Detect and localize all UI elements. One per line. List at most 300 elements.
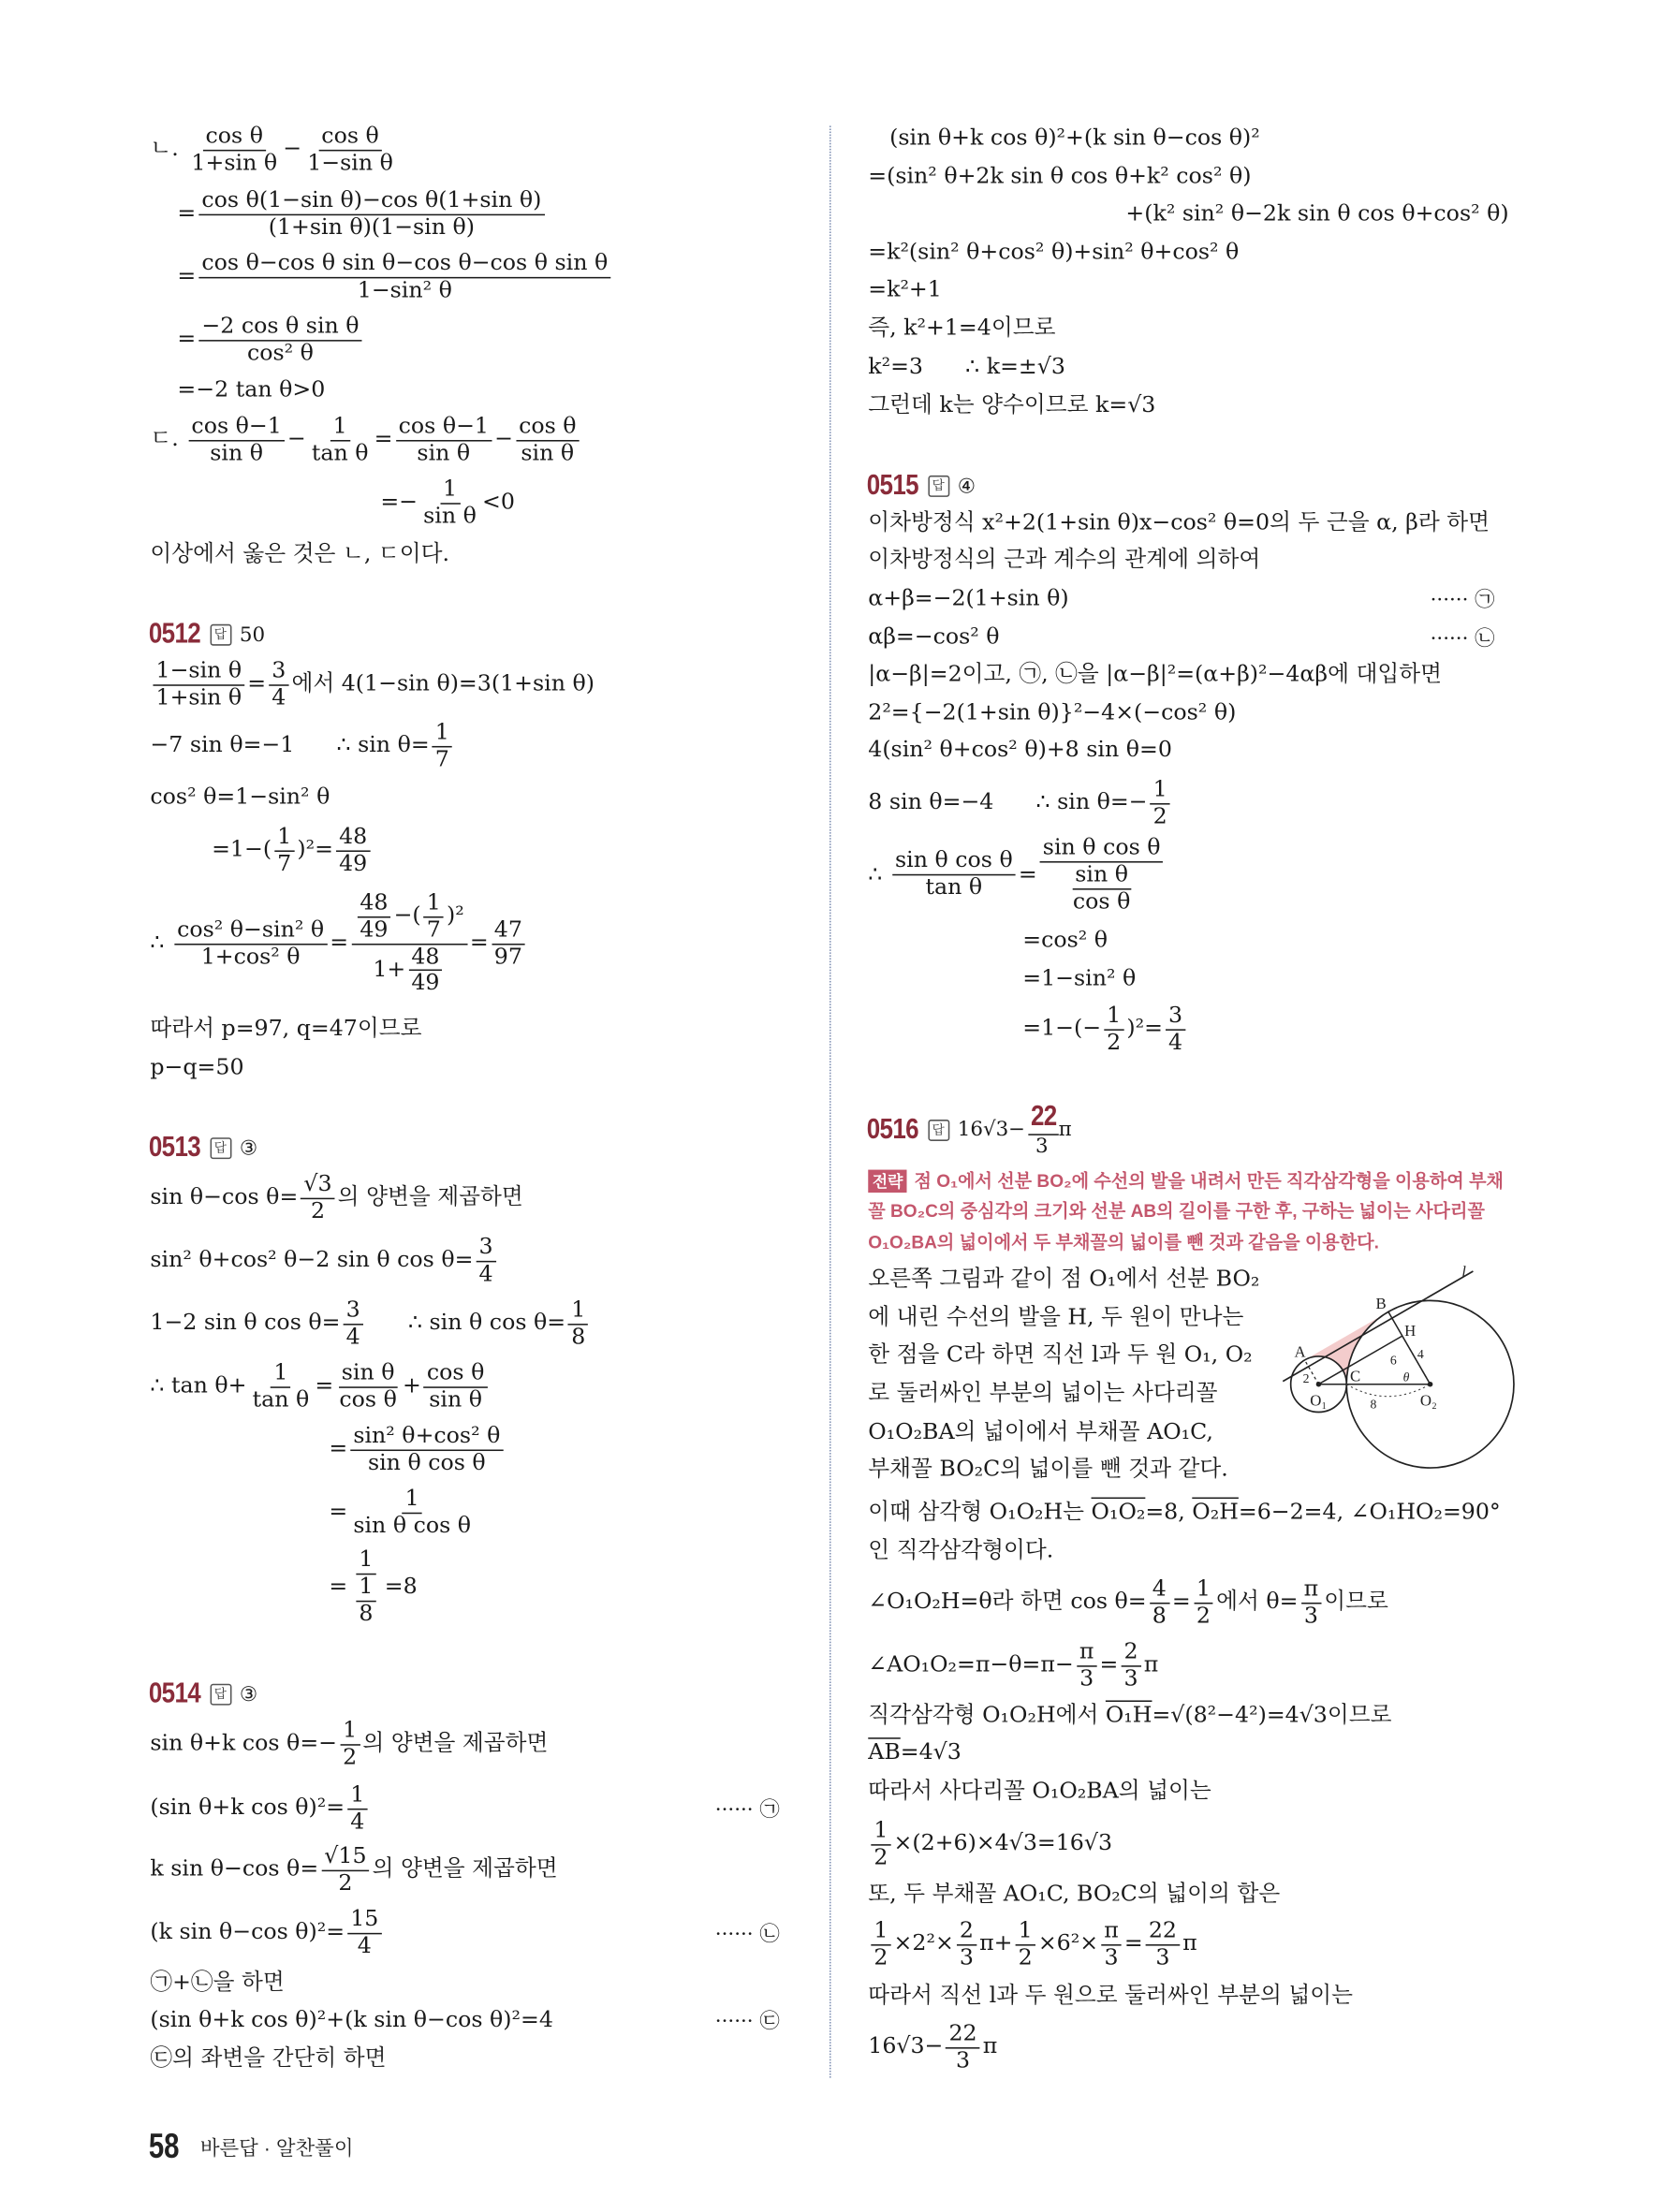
math-text: 7 bbox=[277, 850, 292, 876]
fraction bbox=[309, 412, 372, 467]
numerator bbox=[957, 1919, 976, 1946]
math-text: 3 bbox=[1104, 1943, 1119, 1970]
math-text: = bbox=[1123, 1930, 1143, 1956]
dimension-arc-8 bbox=[1346, 1384, 1430, 1397]
label-h: H bbox=[1404, 1321, 1417, 1340]
strategy-text: 점 O₁에서 선분 BO₂에 수선의 발을 내려서 만든 직각삼각형을 이용하여 부채 bbox=[914, 1171, 1504, 1192]
problem-header-0515 bbox=[867, 470, 976, 503]
math-text: 그런데 k는 양수이므로 k=√3 bbox=[868, 391, 1156, 418]
math-text: 이때 삼각형 O₁O₂H는 bbox=[868, 1499, 1092, 1525]
math-text: =k²+1 bbox=[868, 275, 942, 302]
math-line bbox=[150, 124, 399, 176]
denominator bbox=[309, 441, 372, 466]
math-text: tan θ bbox=[311, 439, 369, 466]
denominator bbox=[355, 278, 455, 303]
math-text: cos θ−1 bbox=[398, 412, 489, 439]
math-text: p−q=50 bbox=[150, 1053, 244, 1080]
numerator bbox=[871, 1819, 890, 1846]
math-text: ∴ sin θ cos θ= bbox=[365, 1310, 566, 1336]
fraction bbox=[568, 1298, 588, 1351]
denominator bbox=[957, 1945, 976, 1970]
math-text: 2 bbox=[874, 1943, 888, 1970]
denominator bbox=[347, 1809, 367, 1835]
equation-marker: ······ ㉠ bbox=[1430, 589, 1495, 612]
fraction bbox=[188, 124, 280, 176]
math-line bbox=[868, 1701, 1392, 1729]
math-text: 97 bbox=[493, 943, 522, 969]
math-line bbox=[868, 1919, 1197, 1971]
fraction bbox=[1121, 1640, 1140, 1692]
text-line bbox=[150, 1017, 421, 1042]
math-line bbox=[380, 477, 515, 530]
math-text: ∴ bbox=[150, 930, 172, 956]
math-text: =1−(− bbox=[1022, 1015, 1102, 1042]
denominator bbox=[266, 215, 477, 241]
math-text: 1+sin θ bbox=[155, 683, 242, 710]
denominator bbox=[1077, 1666, 1096, 1692]
math-text: ∠O₁O₂H=θ라 하면 cos θ= bbox=[868, 1589, 1147, 1615]
numerator bbox=[1028, 1101, 1059, 1135]
math-text: 7 bbox=[434, 745, 449, 772]
answer-icon: 답 bbox=[210, 1137, 231, 1159]
answer-value bbox=[240, 623, 265, 646]
math-text: ㄷ. bbox=[150, 426, 186, 452]
math-text: cos² θ−sin² θ bbox=[177, 916, 325, 943]
math-text: =1−sin² θ bbox=[1022, 965, 1137, 991]
math-text: 따라서 직선 l과 두 원으로 둘러싸인 부분의 넓이는 bbox=[868, 1982, 1353, 2008]
fraction bbox=[1166, 1003, 1185, 1056]
denominator bbox=[922, 876, 985, 901]
denominator bbox=[518, 441, 577, 466]
math-text: √15 bbox=[324, 1842, 367, 1869]
math-text: sin θ−cos θ= bbox=[150, 1183, 299, 1210]
text-line bbox=[868, 662, 1442, 687]
text-line bbox=[868, 393, 1155, 418]
math-text: sin² θ+cos² θ bbox=[353, 1422, 501, 1448]
math-text: 3 bbox=[1035, 1135, 1049, 1159]
math-line bbox=[177, 188, 547, 241]
fraction bbox=[1101, 1919, 1122, 1971]
denominator bbox=[1301, 1604, 1321, 1629]
math-text: 1 bbox=[1152, 776, 1167, 802]
math-line bbox=[868, 165, 1251, 190]
math-text: π bbox=[1182, 1930, 1197, 1956]
label-b: B bbox=[1375, 1294, 1387, 1312]
math-line bbox=[868, 1740, 962, 1765]
math-text: 1 bbox=[404, 1485, 419, 1512]
denominator bbox=[1152, 1945, 1172, 1970]
text-line bbox=[868, 510, 1490, 535]
numerator bbox=[1194, 1576, 1213, 1604]
equation-marker: ······ ㉢ bbox=[714, 2010, 780, 2034]
math-text: ③ bbox=[239, 1682, 258, 1707]
numerator bbox=[356, 1575, 375, 1602]
math-line bbox=[150, 1719, 548, 1771]
math-text: = bbox=[177, 263, 197, 289]
denominator bbox=[304, 151, 396, 176]
numerator bbox=[347, 1907, 381, 1934]
math-line bbox=[329, 1424, 506, 1476]
math-text: = bbox=[247, 670, 267, 697]
math-text: ㉠+㉡을 하면 bbox=[150, 1969, 285, 1996]
math-line bbox=[150, 659, 595, 711]
math-text: =1−( bbox=[212, 836, 272, 863]
denominator bbox=[568, 1325, 588, 1350]
fraction bbox=[344, 1298, 363, 1351]
math-text: π bbox=[1104, 1917, 1119, 1943]
denominator bbox=[492, 945, 525, 970]
numerator bbox=[424, 1361, 488, 1388]
fraction bbox=[198, 315, 361, 367]
math-line bbox=[868, 1640, 1158, 1692]
text-line: 오른쪽 그림과 같이 점 O₁에서 선분 BO₂ bbox=[868, 1266, 1260, 1292]
denominator bbox=[1150, 1604, 1169, 1629]
numerator bbox=[424, 888, 444, 918]
math-text: |α−β|=2이고, ㉠, ㉡을 |α−β|²=(α+β)²−4αβ에 대입하면 bbox=[868, 660, 1443, 687]
math-text: +(k² sin² θ−2k sin θ cos θ+cos² θ) bbox=[1125, 200, 1509, 227]
math-text: 22 bbox=[948, 2020, 977, 2046]
problem-header-0516 bbox=[867, 1101, 1072, 1158]
math-text: 인 직각삼각형이다. bbox=[868, 1537, 1054, 1563]
math-text: sin θ cos θ bbox=[367, 1449, 486, 1475]
numerator bbox=[1301, 1576, 1322, 1604]
fraction bbox=[1077, 1640, 1097, 1692]
answer-value bbox=[958, 1101, 1072, 1158]
math-line bbox=[1022, 1003, 1188, 1056]
denominator bbox=[244, 341, 316, 366]
fraction bbox=[408, 945, 442, 997]
denominator bbox=[357, 917, 390, 943]
denominator bbox=[370, 945, 448, 997]
text-line bbox=[868, 1882, 1280, 1907]
denominator bbox=[336, 1388, 400, 1414]
fraction bbox=[957, 1919, 976, 1971]
math-text: =6−2=4, ∠O₁HO₂=90° bbox=[1238, 1499, 1501, 1525]
math-text: =8, bbox=[1145, 1499, 1193, 1525]
math-text: =k²(sin² θ+cos² θ)+sin² θ+cos² θ bbox=[868, 239, 1240, 265]
fraction bbox=[347, 1907, 381, 1959]
math-text: 1 bbox=[1018, 1917, 1033, 1943]
numerator bbox=[516, 412, 580, 442]
math-text: sin θ+k cos θ=− bbox=[150, 1730, 338, 1757]
math-text: 1 bbox=[874, 1817, 888, 1843]
math-text: 이므로 bbox=[1324, 1589, 1388, 1615]
math-text: 3 bbox=[1079, 1664, 1094, 1692]
math-text: 의 양변을 제곱하면 bbox=[362, 1730, 549, 1757]
math-text: = bbox=[177, 326, 197, 352]
center-o2 bbox=[1428, 1382, 1432, 1386]
math-text: 직각삼각형 O₁O₂H에서 bbox=[868, 1701, 1106, 1728]
denominator bbox=[1194, 1604, 1213, 1629]
numerator bbox=[198, 251, 610, 278]
math-text: + bbox=[402, 1372, 421, 1399]
fraction bbox=[871, 1819, 890, 1871]
math-text: = bbox=[177, 200, 197, 227]
strategy-line: O₁O₂BA의 넓이에서 두 부채꼴의 넓이를 뺀 것과 같음을 이용한다. bbox=[868, 1232, 1379, 1253]
numerator bbox=[1104, 1003, 1123, 1031]
math-text: cos θ bbox=[339, 1386, 397, 1413]
numerator bbox=[269, 659, 288, 686]
numerator bbox=[1166, 1003, 1185, 1031]
math-text: sin θ bbox=[429, 1386, 483, 1413]
denominator bbox=[1121, 1666, 1140, 1692]
math-text: (sin θ+k cos θ)²+(k sin θ−cos θ)² bbox=[889, 125, 1260, 151]
math-text: cos θ(1−sin θ)−cos θ(1+sin θ) bbox=[201, 186, 542, 213]
math-text: −( bbox=[393, 902, 421, 929]
fraction bbox=[357, 888, 390, 944]
numerator bbox=[351, 888, 467, 945]
math-text: √3 bbox=[303, 1170, 332, 1197]
numerator bbox=[202, 124, 266, 151]
fraction bbox=[350, 1424, 503, 1476]
numerator bbox=[403, 1487, 422, 1514]
math-text: 49 bbox=[411, 970, 440, 996]
math-line bbox=[150, 720, 455, 772]
problem-number: 0515 bbox=[866, 469, 918, 502]
segment-overline: O₁O₂ bbox=[1091, 1499, 1146, 1525]
math-text: 2 bbox=[338, 1869, 353, 1896]
denominator bbox=[153, 685, 244, 710]
math-text: 2 bbox=[1107, 1029, 1122, 1055]
math-text: 4 bbox=[478, 1260, 493, 1287]
math-text: ㄴ. bbox=[150, 136, 186, 162]
math-line bbox=[868, 2022, 997, 2074]
denominator bbox=[1064, 862, 1139, 915]
math-line bbox=[150, 888, 528, 997]
denominator bbox=[1070, 889, 1134, 915]
problem-header-0512 bbox=[149, 619, 265, 652]
fraction bbox=[350, 1547, 381, 1627]
text-line bbox=[150, 2046, 386, 2072]
text-line bbox=[868, 1501, 1501, 1526]
segment-overline: O₁H bbox=[1105, 1701, 1152, 1728]
math-line bbox=[868, 625, 999, 651]
fraction bbox=[1301, 1576, 1322, 1629]
math-text: cos² θ bbox=[246, 339, 314, 366]
numerator bbox=[344, 1298, 363, 1326]
denominator bbox=[433, 747, 452, 772]
fraction bbox=[336, 825, 370, 877]
math-text: k sin θ−cos θ= bbox=[150, 1855, 319, 1882]
math-text: 에서 4(1−sin θ)=3(1+sin θ) bbox=[291, 670, 595, 697]
math-text: (sin θ+k cos θ)²+(k sin θ−cos θ)²=4 bbox=[150, 2006, 553, 2032]
fraction bbox=[198, 188, 544, 241]
math-line bbox=[868, 1819, 1112, 1871]
math-text: π bbox=[1079, 1638, 1094, 1664]
text-line bbox=[868, 316, 1055, 342]
label-o2: O₂ bbox=[1419, 1391, 1437, 1410]
math-text: 2 bbox=[1152, 802, 1167, 829]
denominator bbox=[408, 972, 442, 997]
math-text: sin θ bbox=[417, 439, 471, 466]
math-text: tan θ bbox=[925, 874, 983, 901]
math-text: 1 bbox=[359, 1545, 374, 1573]
numerator bbox=[408, 945, 442, 972]
math-text: 1 bbox=[273, 1359, 288, 1385]
answer-icon: 답 bbox=[210, 624, 231, 646]
fraction bbox=[174, 917, 327, 970]
numerator bbox=[1121, 1640, 1140, 1667]
math-text: 15 bbox=[350, 1905, 379, 1932]
denominator bbox=[1016, 1945, 1035, 1970]
fraction bbox=[188, 412, 284, 467]
math-text: 2 bbox=[1196, 1602, 1211, 1629]
denominator bbox=[426, 1388, 485, 1414]
math-text: 1 bbox=[1196, 1575, 1211, 1602]
math-text: 의 양변을 제곱하면 bbox=[372, 1855, 558, 1882]
numerator bbox=[321, 1844, 369, 1871]
math-line bbox=[868, 701, 1236, 726]
numerator bbox=[274, 825, 294, 852]
math-text: = bbox=[315, 1372, 334, 1399]
answer-value bbox=[240, 1683, 257, 1706]
answer-value bbox=[958, 475, 976, 497]
numerator bbox=[198, 188, 544, 215]
math-text: π bbox=[982, 2033, 998, 2059]
math-text: 8 sin θ=−4 ∴ sin θ=− bbox=[868, 789, 1148, 815]
label-a: A bbox=[1294, 1342, 1306, 1361]
math-text: 1 bbox=[332, 412, 347, 439]
math-text: 3 bbox=[1303, 1602, 1318, 1629]
math-text: 4 bbox=[357, 1932, 372, 1959]
denominator bbox=[269, 685, 288, 710]
numerator bbox=[440, 477, 460, 505]
math-line bbox=[868, 738, 1172, 763]
math-text: 1+ bbox=[373, 956, 406, 983]
fraction bbox=[321, 1844, 369, 1897]
math-text: 49 bbox=[360, 916, 389, 943]
math-text: sin θ cos θ bbox=[1042, 834, 1161, 860]
denominator bbox=[355, 1934, 374, 1959]
numerator bbox=[198, 315, 361, 342]
math-text: =√(8²−4²)=4√3이므로 bbox=[1152, 1701, 1392, 1728]
denominator bbox=[1101, 1945, 1121, 1970]
fraction bbox=[946, 2022, 979, 2074]
math-text: 3 bbox=[1155, 1943, 1170, 1970]
math-text: = bbox=[329, 1499, 348, 1525]
denominator bbox=[365, 1451, 489, 1476]
math-line bbox=[1022, 967, 1136, 992]
numerator bbox=[356, 1547, 375, 1575]
math-line bbox=[150, 1782, 370, 1835]
text-line bbox=[868, 548, 1260, 573]
numerator bbox=[492, 917, 525, 945]
fraction bbox=[1028, 1101, 1055, 1158]
math-text: 이차방정식의 근과 계수의 관계에 의하여 bbox=[868, 546, 1261, 573]
fraction bbox=[516, 412, 580, 467]
math-text: 4 bbox=[1168, 1029, 1183, 1055]
label-length-4: 4 bbox=[1417, 1347, 1424, 1362]
math-text: ㉢의 좌변을 간단히 하면 bbox=[150, 2044, 387, 2072]
problem-number: 0516 bbox=[866, 1113, 918, 1145]
numerator bbox=[433, 720, 452, 747]
fraction bbox=[350, 1487, 474, 1539]
math-text: 22 bbox=[1030, 1101, 1057, 1133]
math-line bbox=[150, 1844, 557, 1897]
math-line bbox=[150, 1172, 522, 1224]
numerator bbox=[1146, 1919, 1180, 1946]
math-text: 3 bbox=[1123, 1664, 1138, 1692]
math-text: 4 bbox=[345, 1323, 360, 1350]
math-text: = bbox=[330, 930, 349, 956]
fraction bbox=[347, 1782, 367, 1835]
math-text: (sin θ+k cos θ)²= bbox=[150, 1795, 345, 1821]
math-text: 8 bbox=[359, 1600, 374, 1626]
math-text: 또, 두 부채꼴 AO₁C, BO₂C의 넓이의 합은 bbox=[868, 1880, 1281, 1907]
denominator bbox=[198, 945, 303, 970]
text-line: O₁O₂BA의 넓이에서 부채꼴 AO₁C, bbox=[868, 1418, 1213, 1445]
math-text: 4 bbox=[1152, 1575, 1167, 1602]
math-text: =− bbox=[380, 489, 418, 516]
fraction bbox=[356, 1575, 375, 1627]
math-text: 16√3− bbox=[868, 2033, 944, 2059]
math-text: 1 bbox=[343, 1717, 358, 1743]
math-text: sin θ bbox=[423, 502, 477, 529]
math-text: = bbox=[1171, 1589, 1191, 1615]
math-text: − bbox=[283, 136, 302, 162]
numerator bbox=[336, 825, 370, 852]
math-line bbox=[150, 1298, 591, 1351]
numerator bbox=[188, 412, 284, 442]
numerator bbox=[339, 1361, 398, 1388]
math-line bbox=[150, 1907, 384, 1959]
denominator bbox=[871, 1845, 890, 1870]
math-text: cos θ−1 bbox=[191, 412, 282, 439]
fraction bbox=[304, 124, 396, 176]
math-text: 1+sin θ bbox=[191, 149, 278, 176]
text-line bbox=[868, 1539, 1053, 1564]
math-line bbox=[150, 785, 330, 811]
denominator bbox=[1166, 1031, 1185, 1056]
fraction bbox=[1150, 1576, 1169, 1629]
math-text: 1 bbox=[442, 476, 458, 502]
math-text: (1+sin θ)(1−sin θ) bbox=[268, 213, 476, 240]
math-text: 7 bbox=[426, 916, 441, 943]
math-text: 1−sin θ bbox=[307, 149, 393, 176]
math-text: 1 bbox=[434, 718, 449, 745]
math-text: cos θ bbox=[519, 412, 577, 439]
math-text: 1 bbox=[874, 1917, 888, 1943]
math-text: ×(2+6)×4√3=16√3 bbox=[893, 1830, 1113, 1856]
math-text: π bbox=[1143, 1651, 1159, 1678]
numerator bbox=[330, 412, 350, 442]
math-line bbox=[868, 241, 1239, 266]
math-text: cos θ bbox=[426, 1359, 485, 1385]
fraction bbox=[420, 477, 479, 530]
numerator bbox=[357, 888, 390, 918]
tangent-line-l bbox=[1283, 1271, 1473, 1382]
label-length-6: 6 bbox=[1389, 1353, 1397, 1368]
math-text: 의 양변을 제곱하면 bbox=[337, 1183, 523, 1210]
denominator bbox=[424, 917, 444, 943]
math-text: 2 bbox=[1123, 1638, 1138, 1664]
math-text: 2²={−2(1+sin θ)}²−4×(−cos² θ) bbox=[868, 699, 1237, 725]
fraction bbox=[1040, 836, 1164, 916]
book-title: 바른답 · 알찬풀이 bbox=[199, 2136, 354, 2160]
math-text: 49 bbox=[339, 850, 368, 876]
math-line bbox=[177, 377, 325, 403]
math-text: 3 bbox=[959, 1943, 975, 1970]
text-line bbox=[868, 1779, 1211, 1804]
text-line: 한 점을 C라 하면 직선 l과 두 원 O₁, O₂ bbox=[868, 1341, 1253, 1368]
math-text: 2 bbox=[1018, 1943, 1033, 1970]
math-text: ×2²× bbox=[893, 1930, 954, 1956]
math-text: cos θ−cos θ sin θ−cos θ−cos θ sin θ bbox=[201, 249, 609, 276]
numerator bbox=[347, 1782, 367, 1809]
math-text: 따라서 사다리꼴 O₁O₂BA의 넓이는 bbox=[868, 1777, 1211, 1804]
math-line bbox=[868, 355, 1065, 380]
fraction bbox=[476, 1235, 495, 1287]
